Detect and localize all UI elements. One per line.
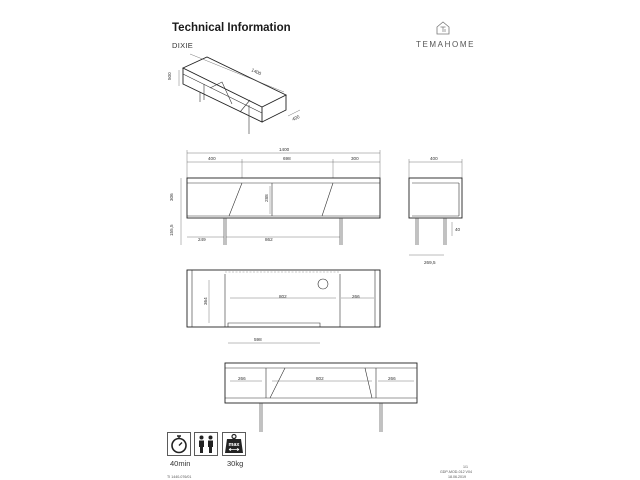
iso-height-label: 500 xyxy=(167,72,172,80)
front-height-label: 306 xyxy=(169,193,174,201)
front-view xyxy=(169,147,380,245)
top-inner-width-label: 802 xyxy=(279,294,287,299)
back-mid-label: 802 xyxy=(316,376,324,381)
top-view xyxy=(187,270,380,343)
front-leg-offset-label: 249 xyxy=(198,237,206,242)
document-code: TI 1440-076/01 xyxy=(167,475,192,479)
back-right-label: 266 xyxy=(388,376,396,381)
two-persons-icon xyxy=(194,432,218,456)
max-label: max xyxy=(228,442,240,448)
front-left-label: 400 xyxy=(208,156,216,161)
page-title: Technical Information xyxy=(172,22,291,34)
front-total-label: 1400 xyxy=(279,147,290,152)
page-number: 1/1 xyxy=(463,465,468,469)
front-leg-label: 155,5 xyxy=(169,224,174,236)
document-date: 18.06.2019 xyxy=(448,475,466,479)
top-right-width-label: 266 xyxy=(352,294,360,299)
form-code: GDP-MOD-012 V04 xyxy=(440,470,472,474)
top-inner-depth-label: 364 xyxy=(203,297,208,305)
back-left-label: 266 xyxy=(238,376,246,381)
model-name: DIXIE xyxy=(172,41,194,50)
side-leg-label: 40 xyxy=(455,227,461,232)
timer-icon xyxy=(167,432,191,456)
front-mid-label: 698 xyxy=(283,156,291,161)
iso-depth-label: 400 xyxy=(291,114,301,122)
front-leg-span-label: 862 xyxy=(265,237,273,242)
back-view xyxy=(225,363,417,432)
front-right-label: 300 xyxy=(351,156,359,161)
top-bottom-label: 598 xyxy=(254,337,262,342)
front-inner-height-label: 288 xyxy=(264,194,269,202)
isometric-view xyxy=(167,54,301,134)
assembly-time: 40min xyxy=(170,459,191,468)
side-view xyxy=(409,156,462,265)
iso-width-label: 1400 xyxy=(250,67,262,77)
side-leg-offset-label: 269,5 xyxy=(424,260,436,265)
max-load: 30kg xyxy=(227,459,244,468)
side-depth-label: 400 xyxy=(430,156,438,161)
brand-name: TEMAHOME xyxy=(416,40,476,49)
weight-icon xyxy=(222,432,246,456)
